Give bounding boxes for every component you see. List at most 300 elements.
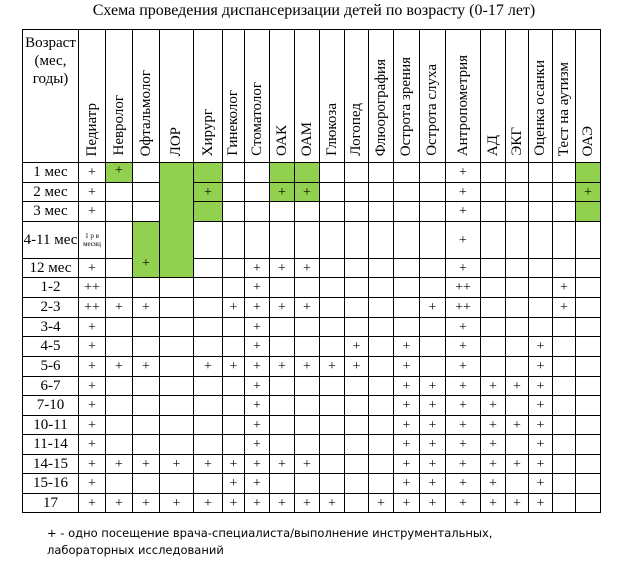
age-cell: 4-5 — [23, 337, 79, 357]
table-cell — [320, 435, 345, 455]
table-cell: + — [79, 377, 106, 396]
table-cell: + — [446, 259, 481, 278]
table-cell: + — [394, 357, 420, 377]
table-cell — [481, 337, 506, 357]
table-cell — [369, 259, 394, 278]
table-cell — [553, 259, 576, 278]
table-cell — [194, 396, 223, 416]
table-cell — [369, 396, 394, 416]
table-cell: + — [481, 474, 506, 494]
table-cell — [295, 416, 320, 435]
table-cell — [506, 396, 529, 416]
table-cell: + — [446, 474, 481, 494]
column-header-label: Офтальмолог — [137, 69, 154, 156]
column-header-label: ОАМ — [298, 121, 315, 156]
table-row — [23, 278, 601, 298]
table-cell — [160, 416, 194, 435]
table-cell — [576, 357, 601, 377]
table-cell: + — [106, 163, 133, 183]
table-cell: + — [223, 455, 245, 474]
table-cell — [529, 183, 553, 202]
table-cell: + — [270, 183, 295, 202]
table-cell: + — [506, 455, 529, 474]
table-cell — [106, 202, 133, 222]
table-cell — [576, 318, 601, 337]
table-cell — [553, 455, 576, 474]
table-row — [23, 298, 601, 318]
table-cell — [223, 183, 245, 202]
table-cell: + — [446, 337, 481, 357]
table-cell: + — [245, 435, 270, 455]
table-cell: ++ — [446, 278, 481, 298]
table-cell — [369, 435, 394, 455]
table-cell — [345, 396, 369, 416]
table-cell — [481, 278, 506, 298]
table-cell: + — [529, 474, 553, 494]
table-cell — [345, 455, 369, 474]
table-cell — [295, 318, 320, 337]
table-cell — [345, 183, 369, 202]
table-cell: + — [194, 494, 223, 513]
table-cell — [295, 202, 320, 222]
table-cell — [106, 222, 133, 259]
column-header — [245, 30, 270, 163]
table-cell — [369, 298, 394, 318]
table-cell — [194, 222, 223, 259]
table-cell: + — [245, 474, 270, 494]
table-cell — [160, 396, 194, 416]
table-cell — [160, 318, 194, 337]
table-cell — [106, 337, 133, 357]
column-header — [553, 30, 576, 163]
table-cell — [106, 377, 133, 396]
table-cell — [481, 163, 506, 183]
table-cell: + — [79, 183, 106, 202]
column-header — [194, 30, 223, 163]
table-cell — [194, 202, 223, 222]
table-cell: + — [223, 298, 245, 318]
table-cell: + — [529, 337, 553, 357]
age-cell: 2-3 — [23, 298, 79, 318]
column-header — [345, 30, 369, 163]
table-cell — [106, 183, 133, 202]
table-cell: + — [194, 357, 223, 377]
table-cell — [295, 435, 320, 455]
table-cell — [223, 435, 245, 455]
table-cell: + — [106, 298, 133, 318]
table-row — [23, 163, 601, 183]
table-cell — [295, 163, 320, 183]
table-cell — [320, 222, 345, 259]
table-cell — [420, 163, 446, 183]
table-cell: + — [79, 202, 106, 222]
table-cell — [320, 337, 345, 357]
table-cell: + — [295, 183, 320, 202]
table-cell: + — [446, 357, 481, 377]
table-cell — [420, 337, 446, 357]
table-cell: + — [270, 494, 295, 513]
table-cell — [576, 202, 601, 222]
table-cell: + — [420, 416, 446, 435]
table-cell: 1 р в месяц — [79, 222, 106, 259]
column-header — [295, 30, 320, 163]
table-cell: + — [394, 435, 420, 455]
table-row — [23, 183, 601, 202]
age-cell: 4-11 мес — [23, 222, 79, 259]
column-header-label: Глюкоза — [323, 103, 340, 156]
table-cell: + — [79, 435, 106, 455]
table-cell — [160, 163, 194, 278]
table-row — [23, 396, 601, 416]
table-cell: + — [420, 494, 446, 513]
table-cell — [223, 396, 245, 416]
page-title: Схема проведения диспансеризации детей по возрасту (0-17 лет) — [92, 2, 536, 19]
table-cell — [223, 377, 245, 396]
table-cell: + — [245, 357, 270, 377]
table-cell: + — [270, 298, 295, 318]
table-cell — [369, 337, 394, 357]
table-cell — [345, 202, 369, 222]
table-cell — [481, 357, 506, 377]
column-header-label: Острота слуха — [424, 64, 440, 156]
legend-note: + - одно посещение врача-специалиста/выполнение инструментальных, лабораторных исследований — [47, 526, 493, 557]
table-body — [23, 163, 601, 513]
table-cell: + — [529, 377, 553, 396]
column-header-label: Флюорография — [372, 58, 389, 156]
table-cell: + — [245, 259, 270, 278]
table-cell — [576, 396, 601, 416]
table-cell: + — [295, 494, 320, 513]
column-header-label: ЛОР — [168, 126, 184, 156]
table-cell — [553, 357, 576, 377]
table-cell — [223, 202, 245, 222]
table-cell — [223, 222, 245, 259]
table-cell — [133, 337, 160, 357]
table-cell — [576, 435, 601, 455]
column-header-label: Антропометрия — [454, 54, 471, 156]
table-cell — [369, 163, 394, 183]
table-row — [23, 318, 601, 337]
column-header-label: ОАЭ — [579, 125, 596, 156]
table-cell: + — [553, 278, 576, 298]
table-cell — [506, 318, 529, 337]
table-row — [23, 259, 601, 278]
table-cell: + — [394, 337, 420, 357]
age-cell: 3-4 — [23, 318, 79, 337]
column-header-label: ЭКГ — [508, 127, 525, 156]
table-cell — [194, 259, 223, 278]
table-cell: + — [79, 318, 106, 337]
table-cell — [295, 337, 320, 357]
table-row — [23, 494, 601, 513]
table-cell — [245, 183, 270, 202]
table-cell — [369, 357, 394, 377]
column-header-label: ОАК — [273, 125, 290, 156]
table-cell — [506, 202, 529, 222]
table-cell — [194, 318, 223, 337]
column-header-label: Гинеколог — [225, 90, 241, 156]
table-cell: + — [194, 455, 223, 474]
table-cell: + — [345, 337, 369, 357]
table-cell — [369, 183, 394, 202]
table-cell — [106, 416, 133, 435]
column-header-label: Хирург — [199, 108, 216, 156]
table-cell — [320, 298, 345, 318]
table-cell — [481, 259, 506, 278]
table-cell — [106, 278, 133, 298]
table-cell — [295, 474, 320, 494]
column-header-label: Оценка осанки — [532, 60, 548, 156]
table-cell: + — [79, 259, 106, 278]
column-header — [576, 30, 601, 163]
column-header — [369, 30, 394, 163]
table-cell — [506, 435, 529, 455]
table-cell: + — [446, 435, 481, 455]
table-cell: + — [369, 494, 394, 513]
table-cell — [553, 318, 576, 337]
table-cell: + — [506, 494, 529, 513]
table-cell: ++ — [79, 278, 106, 298]
table-cell — [576, 474, 601, 494]
table-row — [23, 222, 601, 259]
table-cell — [106, 259, 133, 278]
table-cell — [553, 163, 576, 183]
table-cell — [194, 474, 223, 494]
table-cell — [529, 202, 553, 222]
age-cell: 12 мес — [23, 259, 79, 278]
table-cell — [270, 163, 295, 183]
table-cell — [420, 259, 446, 278]
table-cell: + — [394, 455, 420, 474]
table-cell: + — [79, 396, 106, 416]
table-cell — [133, 163, 160, 183]
column-header — [79, 30, 106, 163]
table-cell: + — [529, 494, 553, 513]
table-cell — [160, 435, 194, 455]
table-cell — [345, 163, 369, 183]
column-header — [270, 30, 295, 163]
table-cell — [481, 318, 506, 337]
table-cell: + — [245, 494, 270, 513]
table-cell — [270, 202, 295, 222]
table-cell — [369, 474, 394, 494]
table-cell — [345, 377, 369, 396]
table-cell: + — [106, 494, 133, 513]
table-cell — [133, 377, 160, 396]
table-cell — [223, 416, 245, 435]
column-header — [160, 30, 194, 163]
table-cell: + — [133, 455, 160, 474]
table-cell: + — [245, 337, 270, 357]
table-cell — [369, 202, 394, 222]
table-cell — [270, 474, 295, 494]
table-cell: + — [106, 455, 133, 474]
table-cell — [295, 278, 320, 298]
table-cell: + — [133, 298, 160, 318]
table-cell: + — [481, 377, 506, 396]
table-cell — [576, 494, 601, 513]
table-cell — [576, 337, 601, 357]
table-cell — [345, 278, 369, 298]
table-cell: + — [194, 183, 223, 202]
table-cell: + — [160, 455, 194, 474]
column-header — [420, 30, 446, 163]
table-cell: ++ — [79, 298, 106, 318]
table-cell — [133, 202, 160, 222]
table-row — [23, 474, 601, 494]
age-cell: 5-6 — [23, 357, 79, 377]
age-cell: 15-16 — [23, 474, 79, 494]
table-cell: + — [481, 416, 506, 435]
table-cell: + — [446, 455, 481, 474]
table-cell — [245, 202, 270, 222]
table-cell — [529, 222, 553, 259]
table-cell: + — [446, 163, 481, 183]
table-cell — [160, 377, 194, 396]
table-cell — [420, 278, 446, 298]
table-cell: + — [481, 455, 506, 474]
age-cell: 10-11 — [23, 416, 79, 435]
table-cell — [553, 435, 576, 455]
table-cell — [133, 416, 160, 435]
table-cell — [194, 377, 223, 396]
column-header-label: Логопед — [348, 103, 364, 156]
screening-table — [22, 29, 601, 513]
table-cell — [160, 278, 194, 298]
table-cell — [369, 278, 394, 298]
table-cell — [160, 298, 194, 318]
table-cell — [506, 163, 529, 183]
table-cell — [106, 435, 133, 455]
table-cell — [106, 474, 133, 494]
table-cell — [394, 259, 420, 278]
column-header — [446, 30, 481, 163]
table-cell: + — [245, 377, 270, 396]
table-cell: + — [394, 377, 420, 396]
table-cell: + — [295, 259, 320, 278]
table-cell: + — [394, 416, 420, 435]
table-cell — [270, 278, 295, 298]
column-header — [133, 30, 160, 163]
table-cell — [576, 278, 601, 298]
table-cell — [320, 259, 345, 278]
table-cell — [295, 222, 320, 259]
table-cell — [270, 377, 295, 396]
table-cell — [133, 278, 160, 298]
table-cell: + — [270, 259, 295, 278]
table-cell — [320, 474, 345, 494]
table-cell — [295, 377, 320, 396]
table-cell — [553, 337, 576, 357]
table-cell: + — [245, 416, 270, 435]
table-cell — [506, 357, 529, 377]
table-cell — [295, 396, 320, 416]
table-cell — [576, 455, 601, 474]
table-row — [23, 455, 601, 474]
table-cell — [133, 183, 160, 202]
table-cell: + — [481, 435, 506, 455]
table-cell: + — [160, 494, 194, 513]
table-cell — [194, 416, 223, 435]
table-cell — [420, 183, 446, 202]
table-cell — [223, 163, 245, 183]
table-cell: + — [320, 494, 345, 513]
table-cell — [245, 163, 270, 183]
table-cell: + — [295, 357, 320, 377]
table-cell: + — [446, 396, 481, 416]
table-cell — [394, 163, 420, 183]
table-cell — [223, 337, 245, 357]
table-cell — [394, 183, 420, 202]
table-cell — [223, 278, 245, 298]
table-row — [23, 337, 601, 357]
table-cell: + — [446, 416, 481, 435]
table-cell — [576, 377, 601, 396]
table-cell: + — [553, 298, 576, 318]
table-cell: + — [245, 455, 270, 474]
table-cell — [369, 222, 394, 259]
table-cell: + — [529, 396, 553, 416]
table-cell — [529, 163, 553, 183]
table-cell: + — [245, 396, 270, 416]
table-cell — [553, 202, 576, 222]
table-cell: + — [79, 474, 106, 494]
table-cell — [481, 222, 506, 259]
table-cell: + — [79, 357, 106, 377]
table-cell — [320, 416, 345, 435]
table-cell — [320, 396, 345, 416]
table-cell — [420, 318, 446, 337]
column-header-label: АД — [484, 134, 501, 156]
table-cell: + — [446, 377, 481, 396]
table-cell — [506, 259, 529, 278]
table-cell: + — [446, 222, 481, 259]
table-cell — [270, 222, 295, 259]
table-cell — [553, 474, 576, 494]
table-cell — [223, 259, 245, 278]
table-cell: + — [446, 202, 481, 222]
table-cell: + — [394, 494, 420, 513]
column-header — [481, 30, 506, 163]
table-cell: + — [295, 298, 320, 318]
table-cell — [553, 416, 576, 435]
column-header-label: Педиатр — [83, 102, 100, 156]
table-row — [23, 377, 601, 396]
table-cell — [320, 377, 345, 396]
table-cell — [481, 202, 506, 222]
table-cell: + — [506, 416, 529, 435]
age-cell: 6-7 — [23, 377, 79, 396]
table-cell — [270, 337, 295, 357]
table-cell — [320, 202, 345, 222]
table-cell: + — [420, 396, 446, 416]
table-cell: + — [79, 337, 106, 357]
table-cell: + — [79, 455, 106, 474]
age-cell: 3 мес — [23, 202, 79, 222]
table-row — [23, 416, 601, 435]
table-cell — [506, 183, 529, 202]
table-cell: + — [79, 416, 106, 435]
table-cell: + — [245, 278, 270, 298]
table-cell — [345, 259, 369, 278]
table-cell — [345, 416, 369, 435]
table-cell — [160, 337, 194, 357]
table-cell: + — [446, 183, 481, 202]
table-cell: + — [320, 357, 345, 377]
table-cell: + — [506, 377, 529, 396]
header-row — [23, 30, 601, 163]
table-cell — [420, 357, 446, 377]
